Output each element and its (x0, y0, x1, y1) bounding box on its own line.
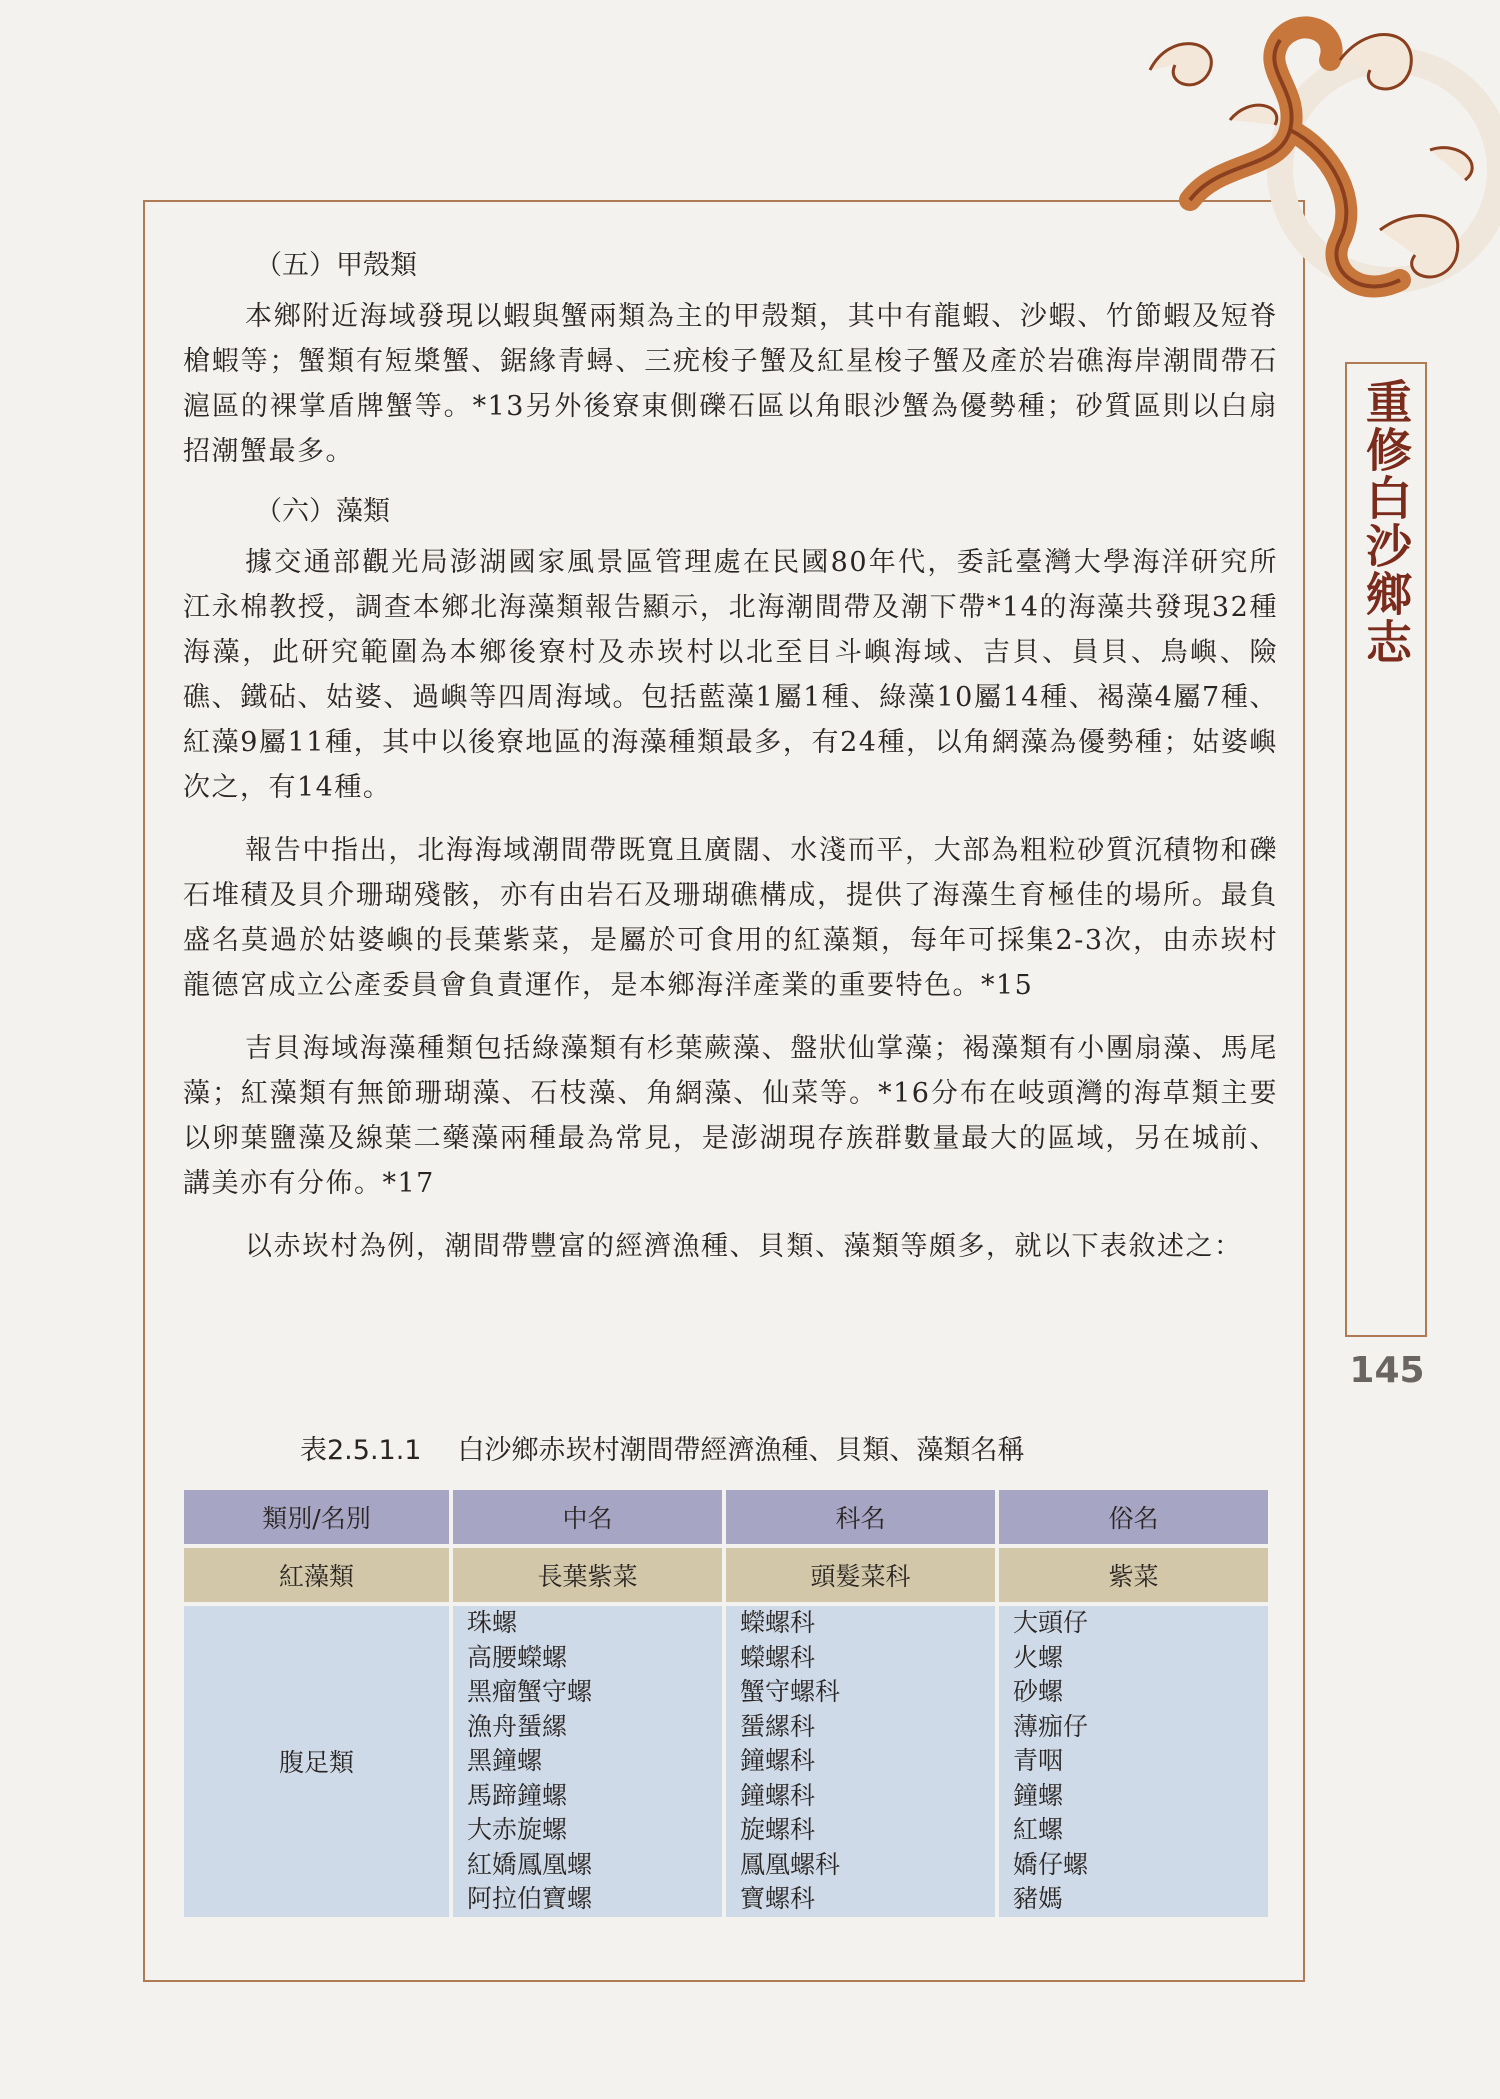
table-row (184, 1548, 1268, 1606)
table-row (184, 1606, 1268, 1917)
table-title: 白沙鄉赤崁村潮間帶經濟漁種、貝類、藻類名稱 (457, 1435, 1025, 1466)
list-item: 鳳凰螺科 (739, 1849, 840, 1879)
list-item: 高腰蠑螺 (466, 1642, 567, 1672)
list-item: 砂螺 (1012, 1677, 1063, 1706)
table-cell: 紅藻類 (184, 1548, 449, 1606)
list-item: 珠螺 (466, 1608, 517, 1637)
list-item: 青咽 (1012, 1746, 1063, 1775)
main-content (183, 246, 1278, 1269)
section-heading-crustaceans: （五）甲殼類 (255, 250, 417, 281)
list-item: 黑鐘螺 (466, 1746, 542, 1775)
list-item: 火螺 (1012, 1642, 1063, 1672)
paragraph: 據交通部觀光局澎湖國家風景區管理處在民國80年代，委託臺灣大學海洋研究所江永棉教授，調查本鄉北海藻類報告顯示，北海潮間帶及潮下帶*14的海藻共發現32種海藻，此研究範圍為本鄉後寮村及赤崁村以北至目斗嶼海域、吉貝、員貝、鳥嶼、險礁、鐵砧、姑婆、過嶼等四周海域。包括藍藻1屬1種、綠藻10屬14種、褐藻4屬7種、紅藻9屬11種，其中以後寮地區的海藻種類最多，有24種，以角網藻為優勢種；姑婆嶼次之，有14種。 (183, 547, 1278, 803)
paragraph: 報告中指出，北海海域潮間帶既寬且廣闊、水淺而平，大部為粗粒砂質沉積物和礫石堆積及貝介珊瑚殘骸，亦有由岩石及珊瑚礁構成，提供了海藻生育極佳的場所。最負盛名莫過於姑婆嶼的長葉紫菜，是屬於可食用的紅藻類，每年可採集2-3次，由赤崁村龍德宮成立公產委員會負責運作，是本鄉海洋產業的重要特色。*15 (183, 835, 1278, 1001)
list-item: 鐘螺科 (739, 1746, 815, 1775)
list-item: 蠑螺科 (739, 1608, 815, 1637)
list-item: 寶螺科 (739, 1884, 815, 1913)
table-cell: 頭髮菜科 (726, 1548, 995, 1606)
list-item: 大頭仔 (1012, 1608, 1088, 1637)
list-item: 蠑螺科 (739, 1642, 815, 1672)
list-item: 漁舟蜑縲 (466, 1711, 567, 1741)
list-item: 薄痂仔 (1012, 1711, 1088, 1741)
list-item: 紅螺 (1012, 1815, 1063, 1844)
list-item: 鐘螺科 (739, 1780, 815, 1810)
header-cell: 中名 (453, 1490, 722, 1548)
header-cell: 科名 (726, 1490, 995, 1548)
header-cell: 類別/名別 (184, 1490, 449, 1548)
table-cell: 長葉紫菜 (453, 1548, 722, 1606)
list-item: 紅嬌鳳凰螺 (466, 1849, 592, 1879)
page-number: 145 (1349, 1350, 1425, 1391)
table-cell-common-names (999, 1606, 1268, 1917)
species-table (180, 1490, 1272, 1917)
table-cell-names (453, 1606, 722, 1917)
list-item: 豬媽 (1012, 1884, 1063, 1913)
book-title: 重修白沙鄉志 (1359, 378, 1413, 666)
table-cell: 腹足類 (184, 1606, 449, 1917)
table-header-row (184, 1490, 1268, 1548)
table-cell-families (726, 1606, 995, 1917)
list-item: 大赤旋螺 (466, 1815, 567, 1844)
header-cell: 俗名 (999, 1490, 1268, 1548)
table-caption (300, 1428, 1200, 1467)
section-heading-algae: （六）藻類 (255, 496, 390, 527)
paragraph: 吉貝海域海藻種類包括綠藻類有杉葉蕨藻、盤狀仙掌藻；褐藻類有小團扇藻、馬尾藻；紅藻類有無節珊瑚藻、石枝藻、角網藻、仙菜等。*16分布在岐頭灣的海草類主要以卵葉鹽藻及線葉二藥藻兩種最為常見，是澎湖現存族群數量最大的區域，另在城前、講美亦有分佈。*17 (183, 1033, 1278, 1199)
list-item: 蟹守螺科 (739, 1677, 840, 1706)
list-item: 旋螺科 (739, 1815, 815, 1844)
list-item: 阿拉伯寶螺 (466, 1884, 592, 1913)
list-item: 蜑縲科 (739, 1711, 815, 1741)
list-item: 馬蹄鐘螺 (466, 1780, 567, 1810)
table-number: 表2.5.1.1 (300, 1435, 422, 1466)
paragraph: 本鄉附近海域發現以蝦與蟹兩類為主的甲殼類，其中有龍蝦、沙蝦、竹節蝦及短脊槍蝦等；蟹類有短槳蟹、鋸緣青蟳、三疣梭子蟹及紅星梭子蟹及產於岩礁海岸潮間帶石滬區的裸掌盾牌蟹等。*13另外後寮東側礫石區以角眼沙蟹為優勢種；砂質區則以白扇招潮蟹最多。 (183, 301, 1278, 467)
list-item: 嬌仔螺 (1012, 1849, 1088, 1879)
list-item: 鐘螺 (1012, 1780, 1063, 1810)
table-cell: 紫菜 (999, 1548, 1268, 1606)
list-item: 黑瘤蟹守螺 (466, 1677, 592, 1706)
paragraph: 以赤崁村為例，潮間帶豐富的經濟漁種、貝類、藻類等頗多，就以下表敘述之： (245, 1231, 1243, 1262)
